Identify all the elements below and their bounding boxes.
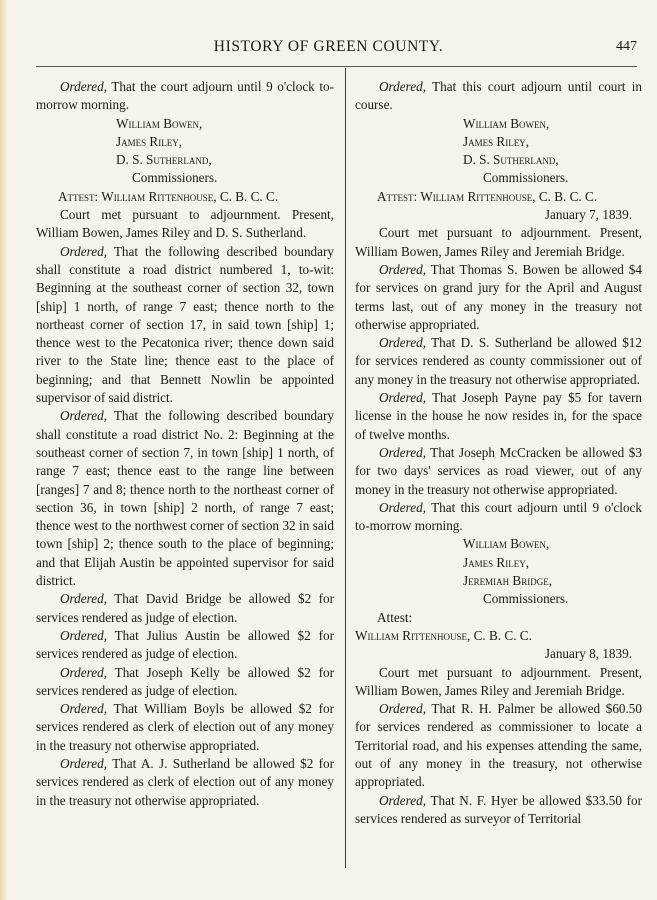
ordered-label: Ordered, — [379, 444, 426, 460]
signature-line: William Bowen, — [463, 536, 550, 552]
signature-line: James Riley, — [463, 133, 530, 149]
attest-line: Attest: William Rittenhouse, C. B. C. C. — [58, 188, 279, 204]
page-number: 447 — [616, 39, 637, 54]
attest-name: William Rittenhouse, C. B. C. C. — [355, 627, 532, 643]
signature-line: D. S. Sutherland, — [116, 152, 212, 168]
signature-title: Commissioners. — [483, 591, 569, 607]
signature-line: William Bowen, — [463, 115, 550, 131]
paragraph: Ordered, That David Bridge be allowed $2 for services rendered as judge of election. — [36, 591, 334, 625]
header-rule — [36, 66, 637, 67]
ordered-label: Ordered, — [379, 79, 426, 94]
paragraph: Ordered, That Joseph McCracken be allowed $3 for two days' services as road viewer, out of any money in the treasury not otherwise appropriated. — [355, 444, 642, 497]
attest-label: Attest: — [377, 609, 413, 625]
paragraph: Ordered, That N. F. Hyer be allowed $33.50 for services rendered as surveyor of Territorial — [355, 792, 642, 826]
paragraph: Ordered, That this court adjourn until 9 o'clock to-morrow morning. — [355, 499, 642, 534]
page-edge — [0, 0, 8, 900]
paragraph: Ordered, That William Boyls be allowed $2 for services rendered as clerk of election out of any money in the treasury not otherwise appropriated. — [36, 701, 334, 753]
column-divider — [345, 68, 346, 868]
date-line: January 7, 1839. — [544, 207, 632, 223]
paragraph: Ordered, That Joseph Payne pay $5 for tavern license in the house he now resides in, for the space of twelve months. — [355, 390, 642, 442]
paragraph: Ordered, That R. H. Palmer be allowed $60.50 for services rendered as commissioner to locate a Territorial road, and his expenses attending the same, out of any money in the treasury, not otherwise appropriated. — [355, 701, 642, 790]
ordered-label: Ordered, — [379, 390, 426, 406]
attest-line: Attest: William Rittenhouse, C. B. C. C. — [377, 188, 598, 204]
ordered-label: Ordered, — [60, 79, 107, 94]
ordered-label: Ordered, — [379, 792, 426, 808]
paragraph: Ordered, That the following described boundary shall constitute a road district numbered 1, to-wit: Beginning at the southeast corner of section 32, town [ship] 1 north, of range 7 east; thence north to the northeast corner of section 17, in said town [ship] 1; thence west to the Pecatonica river; thence down said river to the State line; thence east to the place of beginning; and that Bennett Nowlin be appointed supervisor of said district. — [36, 243, 334, 406]
signature-title: Commissioners. — [132, 170, 218, 186]
ordered-label: Ordered, — [60, 755, 107, 771]
ordered-label: Ordered, — [379, 499, 426, 515]
paragraph: Ordered, That Julius Austin be allowed $2 for services rendered as judge of election. — [36, 627, 334, 662]
ordered-label: Ordered, — [379, 335, 426, 351]
signature-line: D. S. Sutherland, — [463, 152, 559, 168]
signature-title: Commissioners. — [483, 170, 569, 186]
ordered-label: Ordered, — [60, 627, 107, 643]
paragraph: Ordered, That the following described boundary shall constitute a road district No. 2: Beginning at the southeast corner of section 7, in town [ship] 1 north, of range 7 east; thence east to the range line between [ranges] 7 and 8; thence north to the northeast corner of section 36, in town [ship] 2 north, of range 7 east; thence west to the northwest corner of section 32 in said town [ship] 2; thence south to the place of beginning; and that Elijah Austin be appointed supervisor for said district. — [36, 408, 334, 589]
right-column — [355, 78, 642, 828]
paragraph: Ordered, That the court adjourn until 9 o'clock to-morrow morning. — [36, 79, 334, 113]
running-head — [0, 36, 657, 60]
ordered-label: Ordered, — [60, 664, 107, 680]
page-title: HISTORY OF GREEN COUNTY. — [213, 38, 444, 55]
ordered-label: Ordered, — [60, 701, 107, 717]
ordered-label: Ordered, — [379, 261, 426, 277]
ordered-label: Ordered, — [379, 701, 426, 717]
date-line: January 8, 1839. — [544, 646, 632, 662]
paragraph: Court met pursuant to adjournment. Present, William Bowen, James Riley and D. S. Sutherland. — [36, 207, 334, 241]
paragraph: Court met pursuant to adjournment. Present, William Bowen, James Riley and Jeremiah Bridge. — [355, 664, 642, 698]
ordered-label: Ordered, — [60, 408, 107, 424]
left-column — [36, 78, 334, 810]
paragraph: Court met pursuant to adjournment. Present, William Bowen, James Riley and Jeremiah Bridge. — [355, 225, 642, 259]
paragraph: Ordered, That Thomas S. Bowen be allowed $4 for services on grand jury for the April and August terms last, out of any money in the treasury not otherwise appropriated. — [355, 261, 642, 332]
signature-line: William Bowen, — [116, 115, 203, 131]
ordered-label: Ordered, — [60, 591, 107, 607]
signature-line: James Riley, — [116, 133, 183, 149]
paragraph: Ordered, That A. J. Sutherland be allowed $2 for services rendered as clerk of election out of any money in the treasury not otherwise appropriated. — [36, 755, 334, 808]
ordered-label: Ordered, — [60, 243, 107, 259]
paragraph: Ordered, That D. S. Sutherland be allowed $12 for services rendered as county commissioner out of any money in the treasury not otherwise appropriated. — [355, 335, 642, 387]
signature-line: Jeremiah Bridge, — [463, 573, 553, 589]
signature-line: James Riley, — [463, 554, 530, 570]
paragraph: Ordered, That Joseph Kelly be allowed $2 for services rendered as judge of election. — [36, 664, 334, 698]
paragraph: Ordered, That this court adjourn until court in course. — [355, 79, 642, 113]
